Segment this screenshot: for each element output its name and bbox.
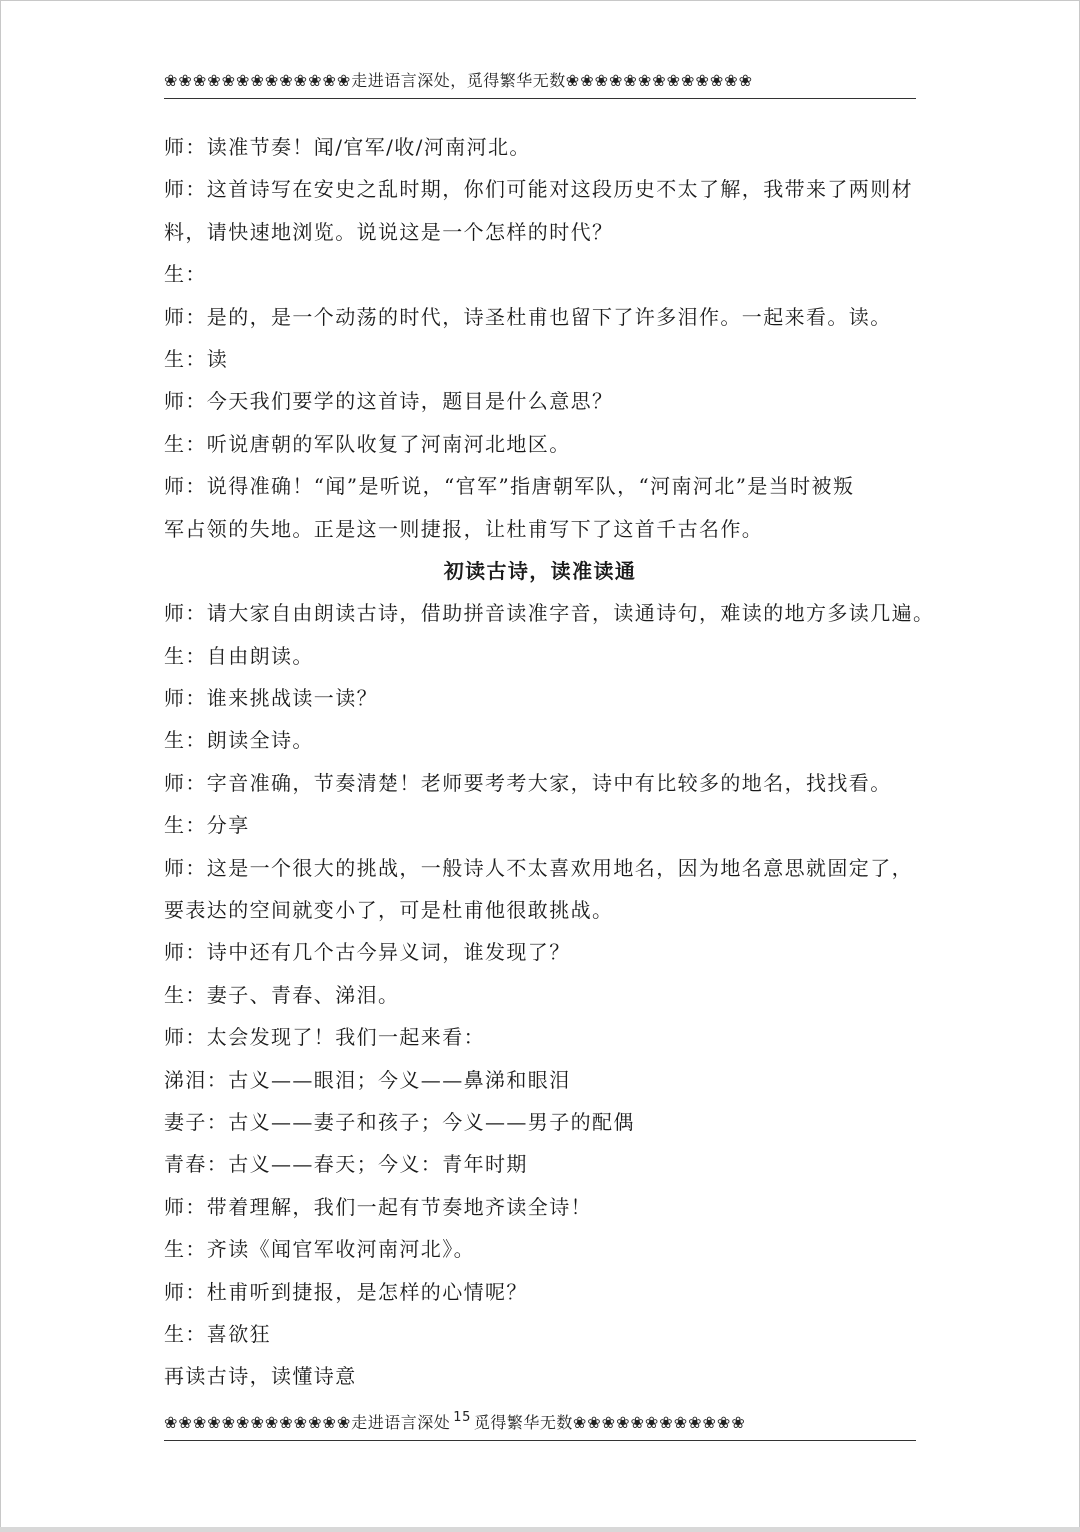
text-line: 师：今天我们要学的这首诗，题目是什么意思？ [164,389,614,414]
text-line: 师：谁来挑战读一读？ [164,686,378,711]
text-line: 料，请快速地浏览。说说这是一个怎样的时代？ [164,219,614,244]
text-line: 师：读准节奏！闻/官军/收/河南河北。 [164,135,531,159]
text-line: 生：读 [164,346,229,371]
text-line: 师：太会发现了！我们一起来看： [164,1025,485,1050]
text-line: 师：请大家自由朗读古诗，借助拼音读准字音，读通诗句，难读的地方多读几遍。 [164,601,935,626]
header-flower-border-left: ❀❀❀❀❀❀❀❀❀❀❀❀❀ [164,71,352,90]
text-line: 生：听说唐朝的军队收复了河南河北地区。 [164,431,571,456]
text-line: 生：妻子、青春、涕泪。 [164,982,400,1007]
text-line: 军占领的失地。正是这一则捷报，让杜甫写下了这首千古名作。 [164,516,764,541]
text-line: 师：说得准确！“闻”是听说，“官军”指唐朝军队，“河南河北”是当时被叛 [164,474,855,499]
section-heading: 初读古诗，读准读通 [443,558,637,583]
text-line: 师：字音准确，节奏清楚！老师要考考大家，诗中有比较多的地名，找找看。 [164,770,892,795]
header-flower-border-right: ❀❀❀❀❀❀❀❀❀❀❀❀❀ [565,71,754,90]
text-line: 生：自由朗读。 [164,643,314,668]
text-line: 师：杜甫听到捷报，是怎样的心情呢？ [164,1279,528,1304]
text-line: 师：是的，是一个动荡的时代，诗圣杜甫也留下了许多泪作。一起来看。读。 [164,304,892,329]
text-line: 再读古诗，读懂诗意 [164,1364,357,1389]
text-line: 师：带着理解，我们一起有节奏地齐读全诗！ [164,1194,592,1219]
text-line: 妻子：古义——妻子和孩子；今义——男子的配偶 [164,1109,635,1134]
page-footer [164,1410,916,1441]
footer-flower-border-left: ❀❀❀❀❀❀❀❀❀❀❀❀❀ [164,1413,352,1432]
page-number: 15 [453,1410,471,1425]
text-line: 生：齐读《闻官军收河南河北》。 [164,1237,475,1262]
footer-text-right: 觅得繁华无数 [473,1413,573,1432]
footer-text-left: 走进语言深处 [351,1413,451,1432]
text-line: 青春：古义——春天；今义：青年时期 [164,1152,528,1177]
text-line: 师：这是一个很大的挑战，一般诗人不太喜欢用地名，因为地名意思就固定了， [164,855,913,880]
text-line: 要表达的空间就变小了，可是杜甫他很敢挑战。 [164,898,614,923]
page-bottom-shade [0,1527,1080,1532]
text-line: 生：喜欲狂 [164,1321,271,1346]
document-body [164,126,935,1398]
text-line: 生：朗读全诗。 [164,728,314,753]
text-line: 生：分享 [164,813,250,838]
text-line: 师：这首诗写在安史之乱时期，你们可能对这段历史不太了解，我带来了两则材 [164,177,913,202]
header-text: 走进语言深处，觅得繁华无数 [351,71,566,90]
text-line: 涕泪：古义——眼泪；今义——鼻涕和眼泪 [164,1067,571,1092]
page-header [164,68,916,99]
text-line: 师：诗中还有几个古今异义词，谁发现了？ [164,940,571,965]
footer-flower-border-right: ❀❀❀❀❀❀❀❀❀❀❀❀ [572,1413,746,1432]
text-line: 生： [164,262,207,287]
